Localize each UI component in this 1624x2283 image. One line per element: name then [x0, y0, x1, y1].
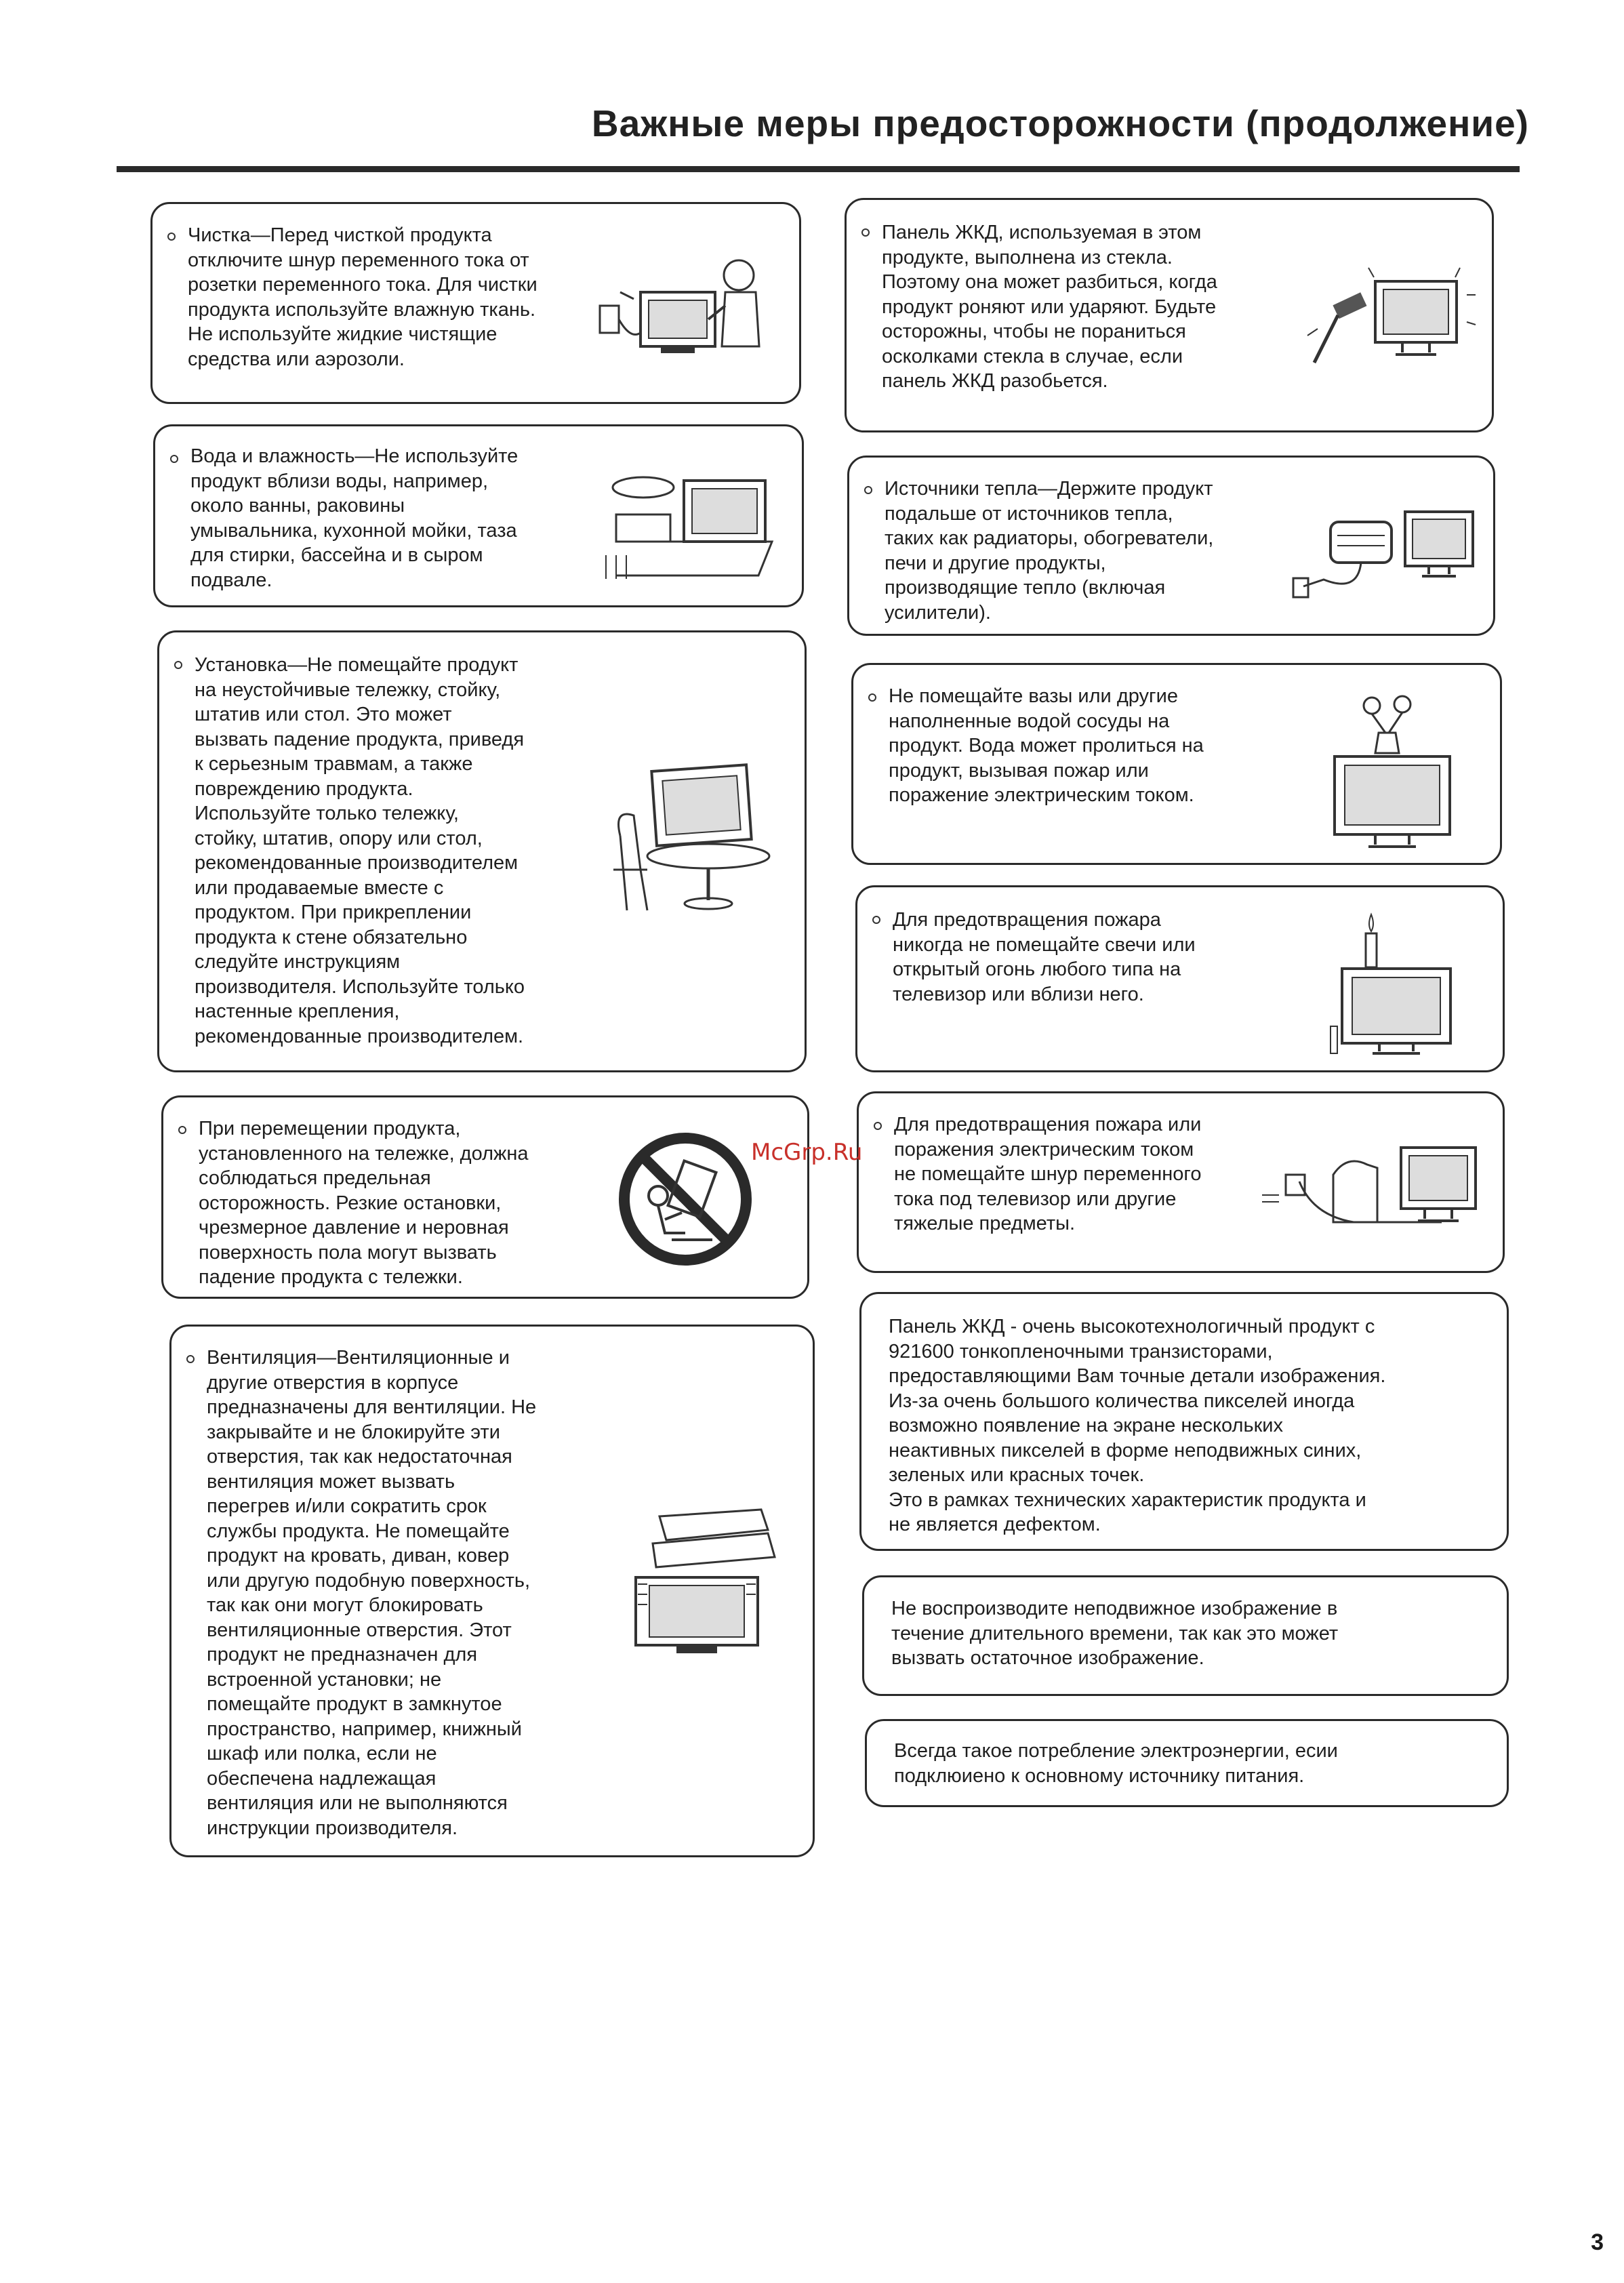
lcd-glass-box — [845, 198, 1494, 432]
title-rule — [117, 166, 1520, 172]
bullet-icon — [874, 1122, 882, 1130]
hammer-lcd-illustration-icon — [1301, 254, 1477, 376]
vase-box — [851, 663, 1502, 865]
cord-box — [857, 1091, 1505, 1273]
ventilation-illustration-icon — [626, 1503, 802, 1659]
water-illustration-icon — [603, 460, 779, 582]
water-text: Вода и влажность—Не используйте продукт вблизи воды, например, около ванны, раковины умывальника, кухонной мойки, таза для стирки, бассейна и в сыром подвале. — [190, 445, 519, 591]
cart-text: При перемещении продукта, установленного на тележке, должна соблюдаться предельная осторожность. Резкие остановки, чрезмерное давление и неровная поверхность пола могут вызвать падение продукта с тележки. — [199, 1118, 529, 1288]
lcd-glass-text: Панель ЖКД, используемая в этом продукте, выполнена из стекла. Поэтому она может разбиться, когда продукт роняют или ударяют. Будьте осторожны, чтобы не пораниться осколками стекла в случае, если панель ЖКД разобьется. — [882, 222, 1217, 392]
vase-on-tv-illustration-icon — [1314, 685, 1477, 855]
installation-box — [157, 630, 807, 1072]
heat-text: Источники тепла—Держите продукт подальше от источников тепла, таких как радиаторы, обогреватели, печи и другие продукты, производящие тепло (включая усилители). — [885, 478, 1214, 624]
cord-text: Для предотвращения пожара или поражения электрическим током не помещайте шнур переменного тока под телевизор или другие тяжелые предметы. — [894, 1114, 1202, 1234]
still-image-text: Не воспроизводите неподвижное изображение в течение длительного времени, так как это может вызвать остаточное изображение. — [891, 1598, 1339, 1669]
vase-text: Не помещайте вазы или другие наполненные водой сосуды на продукт. Вода может пролиться на продукт, вызывая пожар или поражение электрическим током. — [889, 685, 1204, 806]
ventilation-box — [169, 1325, 815, 1857]
bullet-icon — [864, 486, 872, 494]
power-box — [865, 1719, 1509, 1807]
installation-text: Установка—Не помещайте продукт на неустойчивые тележку, стойку, штатив или стол. Это может вызвать падение продукта, приведя к серьезным травмам, а также повреждению продукта. Используйте только тележку, стойку, штатив, опору или стол, рекомендованные производителем или продаваемые вместе с продуктом. При прикреплении продукта к стене обязательно следуйте инструкциям производителя. Используйте только настенные крепления, рекомендованные производителем. — [195, 654, 525, 1047]
bullet-icon — [174, 661, 182, 669]
cart-warning-icon — [617, 1131, 753, 1267]
cleaning-box — [150, 202, 801, 404]
still-image-box — [862, 1575, 1509, 1696]
bullet-icon — [868, 693, 876, 702]
bullet-icon — [170, 455, 178, 463]
lcd-pixels-box — [859, 1292, 1509, 1551]
bullet-icon — [167, 233, 176, 241]
heat-box — [847, 456, 1495, 636]
cart-box — [161, 1095, 809, 1299]
cleaning-illustration-icon — [593, 245, 769, 367]
candle-text: Для предотвращения пожара никогда не помещайте свечи или открытый огонь любого типа на телевизор или вблизи него. — [893, 909, 1196, 1005]
bullet-icon — [872, 916, 880, 924]
water-box — [153, 424, 804, 607]
page-number: 3 — [1591, 2229, 1604, 2255]
installation-illustration-icon — [600, 754, 776, 917]
candle-on-tv-illustration-icon — [1325, 908, 1474, 1064]
bullet-icon — [186, 1355, 195, 1363]
watermark: McGrp.Ru — [751, 1139, 863, 1166]
candle-box — [855, 885, 1505, 1072]
bullet-icon — [861, 228, 870, 237]
power-text: Всегда такое потребление электроэнергии, есии подклюиено к основному источнику питания. — [894, 1740, 1338, 1787]
page-title: Важные меры предосторожности (продолжение) — [591, 102, 1529, 144]
cord-under-tv-illustration-icon — [1259, 1127, 1482, 1242]
bullet-icon — [178, 1126, 186, 1134]
cleaning-text: Чистка—Перед чисткой продукта отключите шнур переменного тока от розетки переменного тока. Для чистки продукта используйте влажную ткань. Не используйте жидкие чистящие средства или аэрозоли. — [188, 224, 537, 370]
lcd-pixels-text: Панель ЖКД - очень высокотехнологичный продукт с 921600 тонкопленочными транзисторами, предоставляющими Вам точные детали изображения. Из-за очень большого количества пикселей иногда возможно появление на экране нескольких неактивных пикселей в форме неподвижных синих, зеленых или красных точек. Это в рамках технических характеристик продукта и не является дефектом. — [889, 1316, 1386, 1535]
ventilation-text: Вентиляция—Вентиляционные и другие отверстия в корпусе предназначены для вентиляции. Не закрывайте и не блокируйте эти отверстия, так как недостаточная вентиляция может вызвать перегрев и/или сократить срок службы продукта. Не помещайте продукт на кровать, диван, ковер или другую подобную поверхность, так как они могут блокировать вентиляционные отверстия. Этот продукт не предназначен для встроенной установки; не помещайте продукт в замкнутое пространство, например, книжный шкаф или полка, если не обеспечена надлежащая вентиляция или не выполняются инструкции производителя. — [207, 1347, 537, 1839]
heater-illustration-icon — [1290, 498, 1480, 613]
